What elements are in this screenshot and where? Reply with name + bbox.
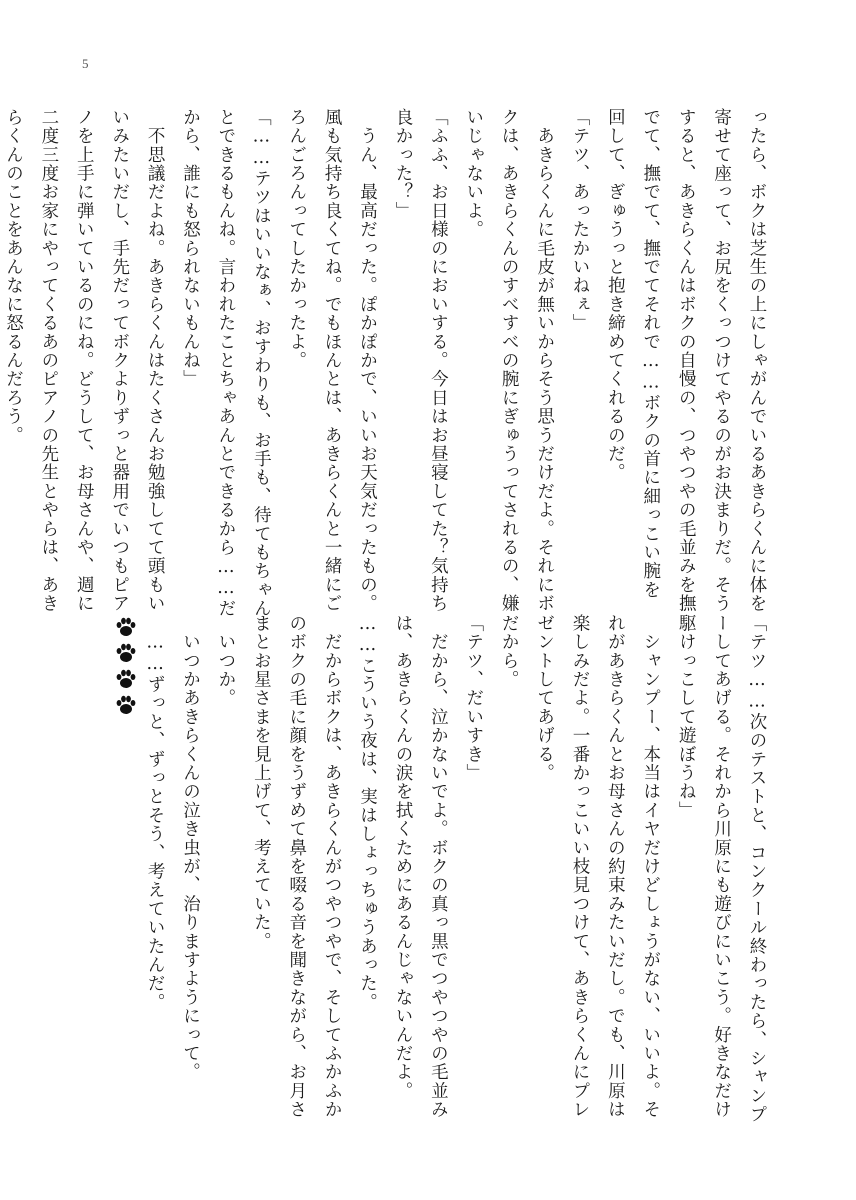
text-line: クは、あきらくんのすべすべの腕にぎゅうってされるの、嫌 [499,108,520,613]
text-line: ゼントしてあげる。 [534,614,555,783]
text-line: 楽しみだよ。一番かっこいい枝見つけて、あきらくんにプレ [569,614,590,1119]
text-line: ……こういう夜は、実はしょっちゅうあった。 [357,614,378,1012]
text-line: 駆けっこして遊ぼうね」 [676,614,697,820]
text-line: 「テツ、あったかいねぇ」 [569,108,590,333]
text-line: あきらくんに毛皮が無いからそう思うだけだよ。それにボ [534,108,555,613]
text-line: 「ふふ、お日様のにおいする。今日はお昼寝してた？気持ち [428,108,449,613]
text-line: だからボクは、あきらくんがつやつやで、そしてふかふか [322,614,343,1119]
text-line: すると、あきらくんはボクの自慢の、つやつやの毛並みを撫 [676,108,697,613]
text-line: でて、撫でて、撫でてそれで……ボクの首に細っこい腕を [640,108,661,600]
text-line: 不思議だよね。あきらくんはたくさんお勉強してて頭もい [145,108,166,613]
text-line: だから、泣かないでよ。ボクの真っ黒でつやつやの毛並み [428,614,449,1119]
text-line: 「テツ、だいすき」 [463,614,484,783]
text-line: ……ずっと、ずっとそう、考えていたんだ。 [145,614,166,1012]
text-line: とできるもんね。言われたことちゃあんとできるから……だ [215,108,236,618]
text-line: 風も気持ち良くてね。でもほんとは、あきらくんと一緒にご [322,108,343,613]
text-line: ろんごろんってしたかったよ。 [286,108,307,370]
text-line: まとお星さまを見上げて、考えていた。 [251,614,272,951]
text-line: だから。 [499,614,520,689]
text-line: から、誰にも怒られないもんね」 [180,108,201,389]
paw-print-icon [114,693,138,717]
text-line: いつかあきらくんの泣き虫が、治りますようにって。 [180,614,201,1082]
paw-print-icon [114,667,138,691]
text-line: は、あきらくんの涙を拭くためにあるんじゃないんだよ。 [392,614,413,1101]
page-number: 5 [82,56,89,71]
text-line: いじゃないよ。 [463,108,484,239]
text-line: うん、最高だった。ぽかぽかで、いいお天気だったもの。 [357,108,378,613]
text-line: らくんのことをあんなに怒るんだろう。 [3,108,24,445]
text-line: ノを上手に弾いているのにね。どうして、お母さんや、週に [74,108,95,613]
body-text-bottom [137,614,774,1124]
text-line: いみたいだし、手先だってボクよりずっと器用でいつもピア [109,108,130,613]
text-line: 寄せて座って、お尻をくっつけてやるのがお決まりだ。そう [711,108,732,613]
paw-print-icon [114,641,138,665]
text-line: 回して、ぎゅうっと抱き締めてくれるのだ。 [605,108,626,482]
text-line: れがあきらくんとお母さんの約束みたいだし。でも、川原は [605,614,626,1119]
body-text-top [0,108,774,618]
text-line: ーしてあげる。それから川原にも遊びにいこう。好きなだけ [711,614,732,1119]
text-line: 二度三度お家にやってくるあのピアノの先生とやらは、あき [38,108,59,613]
text-line: ったら、ボクは芝生の上にしゃがんでいるあきらくんに体を [747,108,767,613]
text-line: のボクの毛に顔をうずめて鼻を啜る音を聞きながら、お月さ [286,614,307,1119]
paw-print-icon [114,615,138,639]
text-line: 「テツ……次のテストと、コンクール終わったら、シャンプ [747,614,767,1124]
text-line: いつか。 [215,614,236,708]
text-line: シャンプー、本当はイヤだけどしょうがない、いいよ。そ [640,614,661,1119]
text-line: 良かった？」 [392,108,413,221]
text-line: 「……テツはいいなぁ、おすわりも、お手も、待てもちゃん [251,108,272,618]
